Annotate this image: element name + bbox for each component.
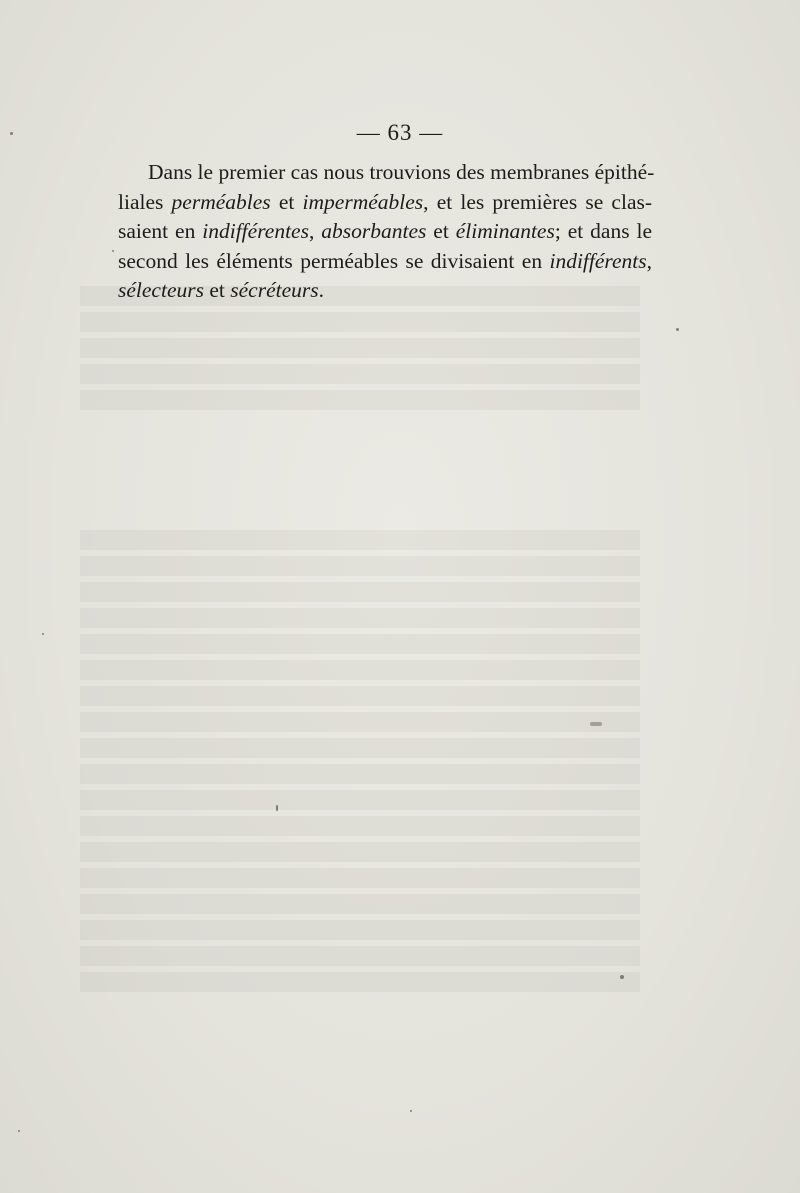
term-secreteurs: sécréteurs xyxy=(230,278,319,302)
paper-speck xyxy=(42,633,44,635)
paper-speck xyxy=(676,328,679,331)
paragraph-line-5: sélecteurs et sécréteurs. xyxy=(118,278,324,302)
paper-speck xyxy=(112,250,114,252)
page-number: — 63 — xyxy=(356,120,444,145)
paper-speck xyxy=(276,805,278,811)
term-permeables: perméables xyxy=(171,189,271,214)
term-impermeables: imperméables xyxy=(302,189,424,214)
paper-speck xyxy=(10,132,13,135)
paragraph-line-3: saient en indifférentes, absorbantes et éliminantes; et dans le xyxy=(118,219,652,243)
term-indifferents: indifférents xyxy=(549,248,647,273)
term-eliminantes: éliminantes xyxy=(455,219,555,243)
term-absorbantes: absorbantes xyxy=(321,219,427,243)
paper-speck xyxy=(620,975,624,979)
body-paragraph xyxy=(118,158,655,306)
paper-speck xyxy=(590,722,602,726)
paper-speck xyxy=(18,1130,20,1132)
paper-speck xyxy=(410,1110,412,1112)
bleed-through xyxy=(80,280,640,998)
term-indifferentes: indifférentes xyxy=(202,219,309,243)
paragraph-line-2: liales perméables et imperméables, et les premières se clas- xyxy=(118,189,653,214)
term-selecteurs: sélecteurs xyxy=(118,278,204,302)
paragraph-line-4: second les éléments perméables se divisaient en indifférents, xyxy=(118,248,652,273)
paragraph-line-1: Dans le premier cas nous trouvions des membranes épithé- xyxy=(148,160,655,184)
